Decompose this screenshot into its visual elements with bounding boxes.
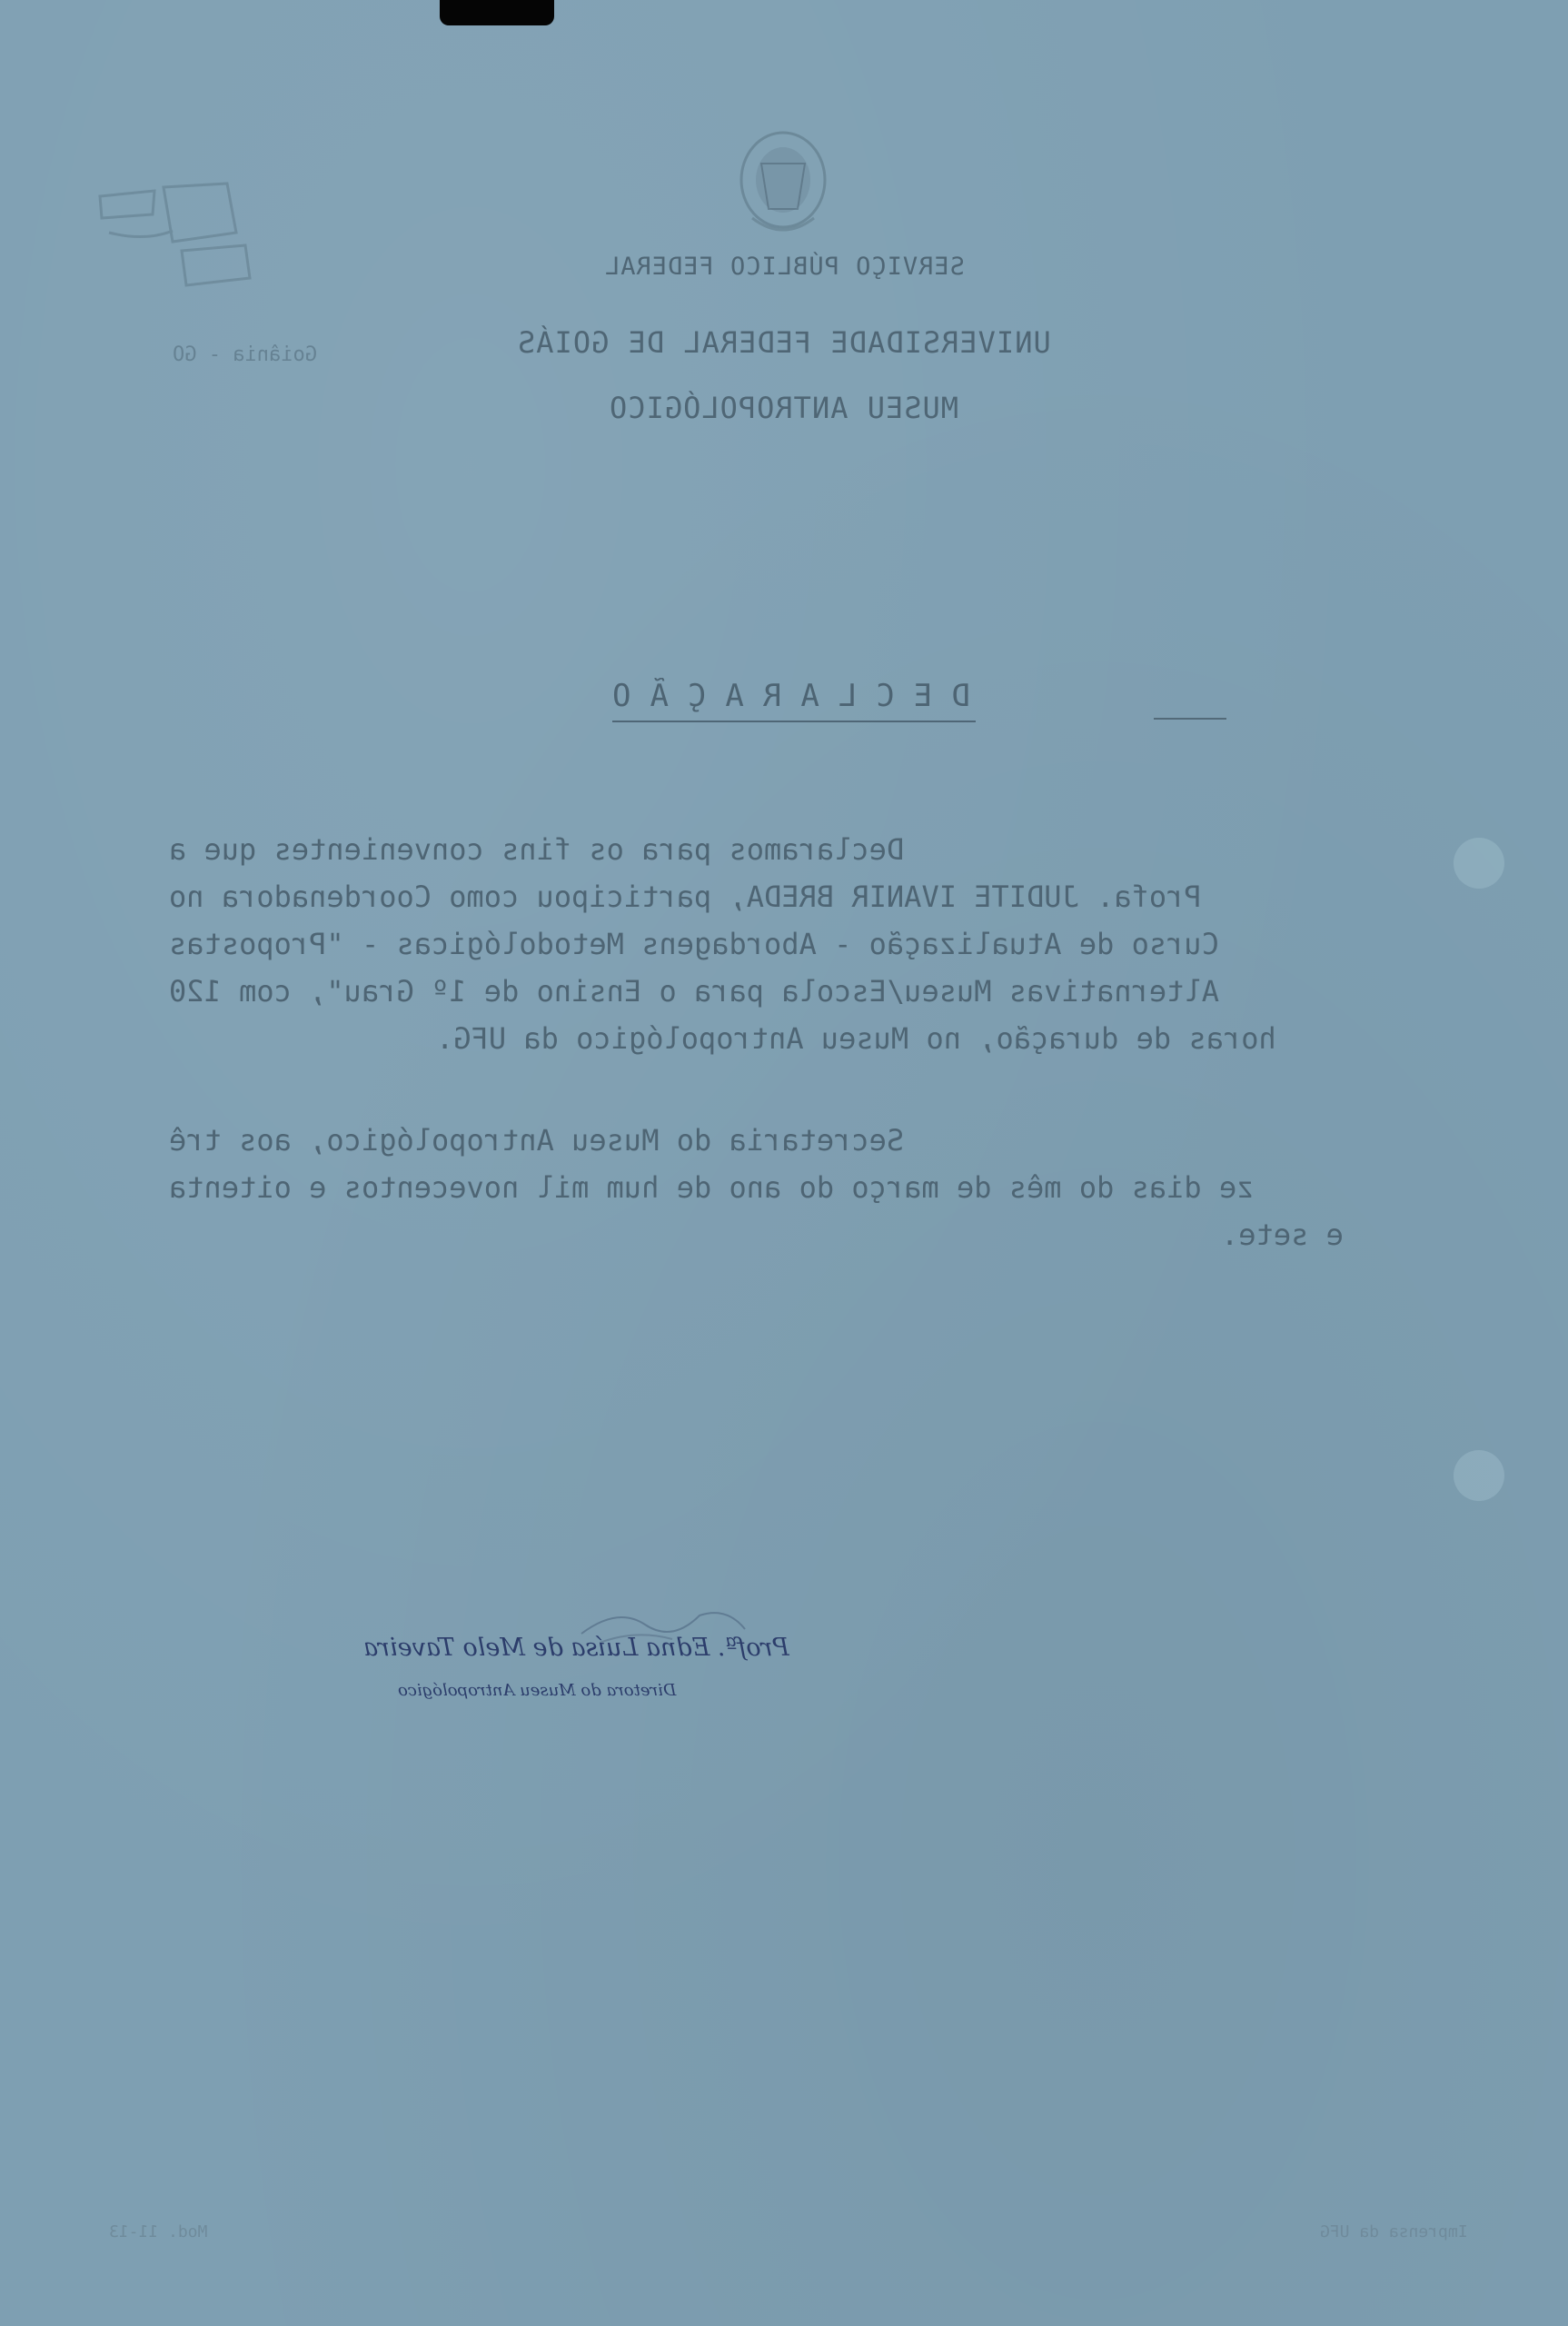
header-line-2: UNIVERSIDADE FEDERAL DE GOIÁS xyxy=(517,325,1051,360)
signature-block xyxy=(345,1615,818,1725)
document-title: DECLARAÇÃO xyxy=(592,678,970,714)
closing-line-3: e sete. xyxy=(1221,1218,1344,1252)
signatory-name: Profª. Edna Luísa de Melo Taveira xyxy=(363,1634,789,1662)
closing-line-1: Secretaria do Museu Antropológico, aos trê xyxy=(169,1123,905,1158)
signatory-title: Diretora do Museu Antropológico xyxy=(398,1681,677,1700)
printer-credit: Imprensa da UFG xyxy=(1320,2222,1468,2242)
title-underline xyxy=(612,721,976,722)
coat-of-arms-seal-icon xyxy=(734,127,832,242)
header-line-1: SERVIÇO PÚBLICO FEDERAL xyxy=(603,253,965,281)
title-dash-mark xyxy=(1154,718,1226,720)
binder-clip-mark xyxy=(440,0,554,25)
paper-blot xyxy=(1454,838,1504,889)
paper-blot xyxy=(1454,1450,1504,1501)
declaration-line-4: Alternativas Museu/Escola para o Ensino de 1º Grau", com 120 xyxy=(169,974,1219,1009)
declaration-line-1: Declaramos para os fins convenientes que a xyxy=(169,832,905,867)
declaration-line-3: Curso de Atualização - Abordagens Metodológicas - "Propostas xyxy=(169,927,1219,961)
declaration-line-2: Profa. JUDITE IVANIR BREDA, participou como Coordenadora no xyxy=(169,880,1202,914)
closing-line-2: ze dias do mês de março do ano de hum mil novecentos e oitenta xyxy=(169,1170,1255,1205)
side-note: Goiânia - GO xyxy=(173,343,317,366)
declaration-line-5: horas de duração, no Museu Antropológico da UFG. xyxy=(436,1021,1276,1056)
form-code: Mod. 11-13 xyxy=(109,2222,208,2242)
header-line-3: MUSEU ANTROPOLÓGICO xyxy=(609,391,959,425)
